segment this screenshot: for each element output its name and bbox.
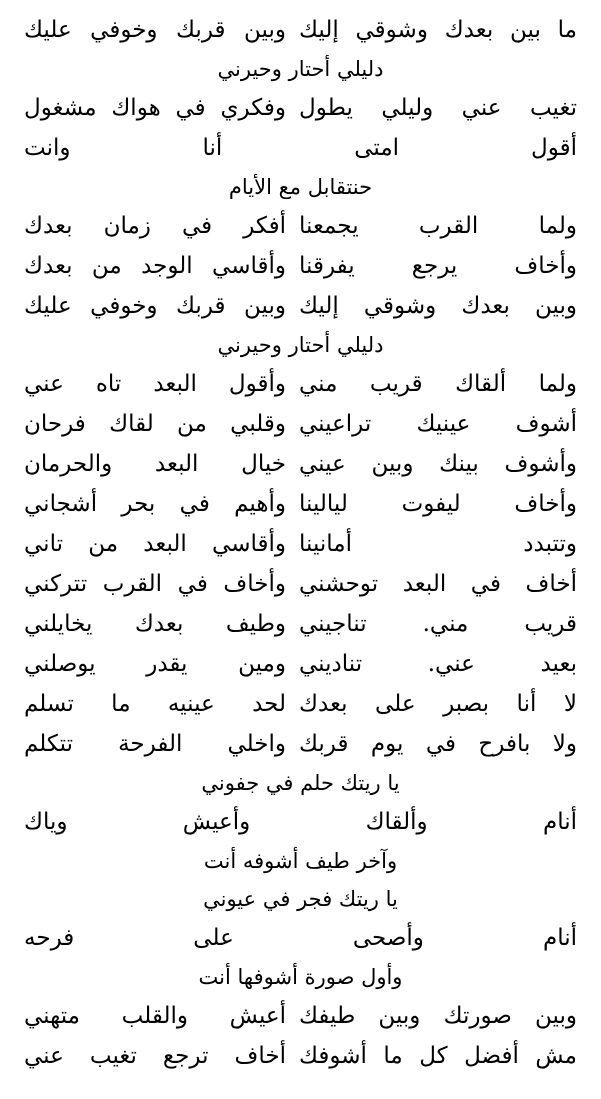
verse-first-hemistich: تغيب عني وليلي يطول (299, 95, 577, 121)
verse-first-hemistich: وبين بعدك وشوقي إليك (299, 293, 577, 319)
verse-second-hemistich: لحد عينيه ما تسلم (24, 691, 286, 717)
verse-line (24, 88, 577, 128)
verse-second-hemistich: وأقاسي البعد من تاني (24, 531, 286, 557)
verse-second-hemistich: وأخاف في القرب تتركني (24, 571, 286, 597)
verse-first-hemistich: وتتبدد أمانينا (299, 531, 577, 557)
spread-word: أنا (202, 135, 223, 161)
verse-first-hemistich: ولما ألقاك قريب مني (299, 371, 577, 397)
refrain-text: حنتقابل مع الأيام (228, 175, 373, 199)
verse-line (24, 1036, 577, 1076)
refrain-line (24, 958, 577, 996)
verse-line (24, 286, 577, 326)
verse-first-hemistich: بعيد عني. تناديني (299, 651, 577, 677)
spread-word: وأصحى (352, 925, 424, 951)
verse-first-hemistich: ولما القرب يجمعنا (299, 213, 577, 239)
spread-line (24, 802, 577, 842)
spread-word: فرحه (24, 925, 75, 951)
verse-line (24, 996, 577, 1036)
verse-line (24, 10, 577, 50)
verse-first-hemistich: أشوف عينيك تراعيني (299, 411, 577, 437)
refrain-line (24, 50, 577, 88)
verse-first-hemistich: ما بين بعدك وشوقي إليك (299, 17, 577, 43)
verse-first-hemistich: ولا بافرح في يوم قربك (299, 731, 577, 757)
spread-word: وأعيش (182, 809, 251, 835)
verse-second-hemistich: وأقاسي الوجد من بعدك (24, 253, 286, 279)
spread-words (24, 802, 577, 842)
verse-line (24, 644, 577, 684)
verse-first-hemistich: وأخاف ليفوت ليالينا (299, 491, 577, 517)
verse-line (24, 246, 577, 286)
verse-second-hemistich: وبين قربك وخوفي عليك (24, 293, 286, 319)
spread-word: وألقاك (365, 809, 428, 835)
refrain-line (24, 764, 577, 802)
verse-first-hemistich: وأشوف بينك وبين عيني (299, 451, 577, 477)
verse-first-hemistich: مش أفضل كل ما أشوفك (299, 1043, 577, 1069)
verse-first-hemistich: أخاف في البعد توحشني (299, 571, 577, 597)
verse-second-hemistich: ومين يقدر يوصلني (24, 651, 286, 677)
verse-second-hemistich: خيال البعد والحرمان (24, 451, 286, 477)
spread-word: امتى (354, 135, 400, 161)
verse-line (24, 684, 577, 724)
refrain-text: وأول صورة أشوفها أنت (198, 965, 403, 989)
spread-word: أقول (531, 135, 577, 161)
spread-words (24, 918, 577, 958)
verse-second-hemistich: وبين قربك وخوفي عليك (24, 17, 286, 43)
verse-second-hemistich: وفكري في هواك مشغول (24, 95, 286, 121)
refrain-text: يا ريتك فجر في عيوني (203, 887, 398, 911)
verse-line (24, 206, 577, 246)
verse-line (24, 404, 577, 444)
verse-second-hemistich: وأقول البعد تاه عني (24, 371, 286, 397)
verse-second-hemistich: وطيف بعدك يخايلني (24, 611, 286, 637)
refrain-text: دليلي أحتار وحيرني (217, 333, 384, 357)
verse-second-hemistich: وأهيم في بحر أشجاني (24, 491, 286, 517)
refrain-text: يا ريتك حلم في جفوني (201, 771, 400, 795)
verse-line (24, 444, 577, 484)
spread-words (24, 128, 577, 168)
verse-line (24, 364, 577, 404)
verse-line (24, 604, 577, 644)
spread-line (24, 128, 577, 168)
spread-word: أنام (542, 809, 577, 835)
verse-second-hemistich: وقلبي من لقاك فرحان (24, 411, 286, 437)
refrain-line (24, 326, 577, 364)
spread-line (24, 918, 577, 958)
verse-line (24, 724, 577, 764)
spread-word: على (193, 925, 234, 951)
spread-word: وياك (24, 809, 68, 835)
spread-word: أنام (542, 925, 577, 951)
verse-second-hemistich: أعيش والقلب متهني (24, 1003, 286, 1029)
verse-second-hemistich: واخلي الفرحة تتكلم (24, 731, 286, 757)
spread-word: وانت (24, 135, 71, 161)
refrain-line (24, 842, 577, 880)
verse-first-hemistich: قريب مني. تناجيني (299, 611, 577, 637)
verse-first-hemistich: لا أنا بصبر على بعدك (299, 691, 577, 717)
verse-line (24, 484, 577, 524)
refrain-text: دليلي أحتار وحيرني (217, 57, 384, 81)
verse-second-hemistich: أخاف ترجع تغيب عني (24, 1043, 286, 1069)
poem-body (24, 10, 577, 1076)
verse-second-hemistich: أفكر في زمان بعدك (24, 213, 286, 239)
refrain-text: وآخر طيف أشوفه أنت (203, 849, 398, 873)
verse-first-hemistich: وبين صورتك وبين طيفك (299, 1003, 577, 1029)
verse-line (24, 524, 577, 564)
verse-line (24, 564, 577, 604)
verse-first-hemistich: وأخاف يرجع يفرقنا (299, 253, 577, 279)
refrain-line (24, 168, 577, 206)
refrain-line (24, 880, 577, 918)
